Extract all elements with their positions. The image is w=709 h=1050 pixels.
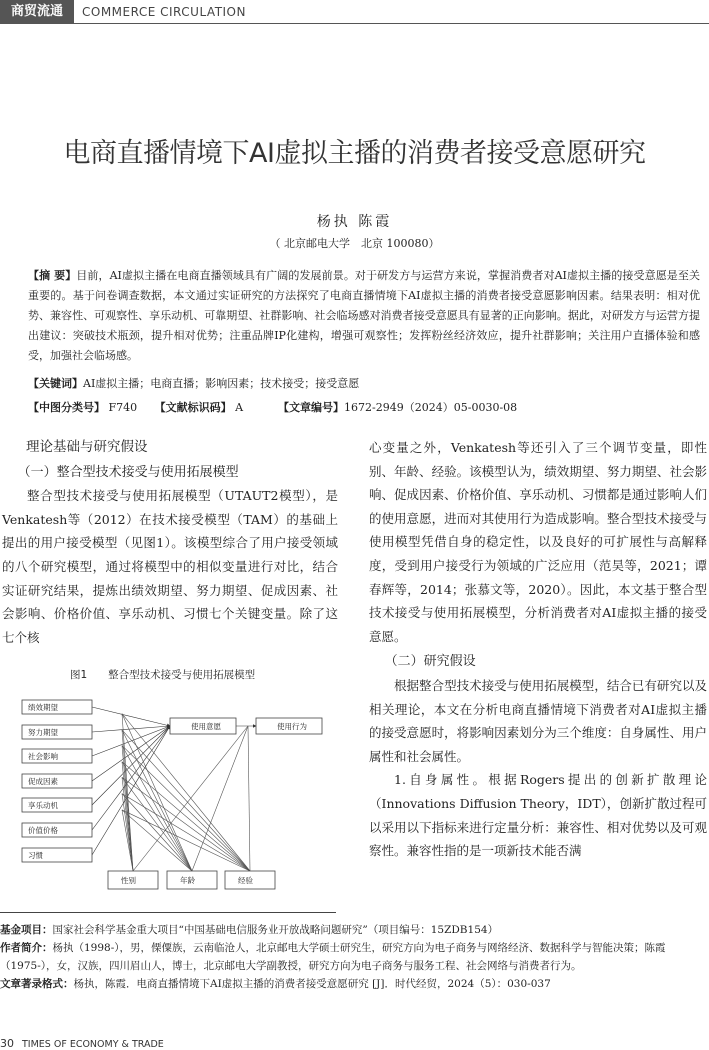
figure-caption: 图1 整合型技术接受与使用拓展模型	[70, 669, 256, 681]
page-header	[0, 0, 709, 24]
citation-label: 文章著录格式：	[0, 978, 74, 990]
paragraph: 根据整合型技术接受与使用拓展模型，结合已有研究以及相关理论，本文在分析电商直播情境下消费者对AI虚拟主播的接受意愿时，将影响因素划分为三个维度：自身属性、用户属性和社会属性。	[369, 677, 707, 764]
path-arrow	[122, 746, 192, 872]
affiliation: （ 北京邮电大学 北京 100080）	[269, 237, 440, 250]
right-column	[369, 436, 707, 863]
svg-text:习惯: 习惯	[28, 851, 43, 860]
path-arrow	[92, 726, 170, 805]
abstract-label: 【摘 要】	[28, 269, 77, 282]
factor-box	[22, 774, 92, 788]
factor-box	[22, 749, 92, 763]
footnotes	[0, 921, 700, 993]
keywords	[28, 374, 700, 394]
footnote-rule	[0, 912, 336, 913]
svg-text:经验: 经验	[238, 876, 253, 885]
keywords-label: 【关键词】	[28, 377, 83, 390]
abstract-text: 目前，AI虚拟主播在电商直播领域具有广阔的发展前景。对于研发方与运营方来说，掌握消费者对AI虚拟主播的接受意愿是至关重要的。基于问卷调查数据，本文通过实证研究的方法探究了电商直播情境下AI虚拟主播的消费者接受意愿影响因素。结果表明：相对优势、兼容性、可观察性、享乐动机、可靠期望、社群影响、社会临场感对消费者接受意愿具有显著的正向影响。据此，对研发方与运营方提出建议：突破技术瓶颈，提升相对优势；注重品牌IP化建构，增强可观察性；发挥粉丝经济效应，提升社群影响；关注用户直播体验和感受，加强社会临场感。	[28, 269, 700, 362]
path-arrow	[122, 730, 192, 871]
utaut2-model-figure	[12, 688, 332, 902]
path-arrow	[122, 746, 250, 872]
citation-text: 杨执，陈霞．电商直播情境下AI虚拟主播的消费者接受意愿研究 [J]．时代经贸，2024（5）：030-037	[73, 978, 551, 990]
svg-text:努力期望: 努力期望	[28, 728, 58, 737]
path-arrow	[248, 726, 250, 871]
svg-text:使用意愿: 使用意愿	[191, 722, 221, 731]
path-arrow	[133, 726, 248, 871]
article-title: 电商直播情境下AI虚拟主播的消费者接受意愿研究	[63, 138, 646, 169]
author-note	[0, 939, 700, 975]
page-footer	[0, 1037, 164, 1050]
abstract	[28, 266, 700, 366]
path-arrow	[122, 730, 250, 871]
doc-label: 【文献标识码】	[154, 401, 232, 414]
paragraph-continued: 心变量之外，Venkatesh等还引入了三个调节变量，即性别、年龄、经验。该模型认为，绩效期望、努力期望、社会影响、促成因素、价格价值、享乐动机、习惯都是通过影响人们的使用意愿，进而对其使用行为造成影响。整合型技术接受与使用模型凭借自身的稳定性，以及良好的可扩展性与高解释度，受到用户接受行为领域的广泛应用（范昊等，2021；谭春辉等，2014；张慕文等，2020）。因此，本文基于整合型技术接受与使用拓展模型，分析消费者对AI虚拟主播的接受意愿。	[369, 440, 707, 644]
moderator-box	[108, 871, 158, 889]
path-arrow	[122, 762, 250, 871]
author-text: 杨执（1998-），男，傈僳族，云南临沧人，北京邮电大学硕士研究生，研究方向为电子商务与网络经济、数据科学与智能决策；陈霞（1975-），女，汉族，四川眉山人，博士，北京邮电大学副教授，研究方向为电子商务与服务工程、社会网络与消费者行为。	[0, 942, 666, 972]
doc-value: A	[235, 401, 244, 414]
left-column	[2, 436, 338, 649]
clc-value: F740	[108, 401, 138, 414]
factor-box	[22, 823, 92, 837]
section-label-en: COMMERCE CIRCULATION	[82, 5, 246, 19]
path-arrow	[92, 726, 170, 756]
header-rule	[74, 23, 709, 24]
fund-text: 国家社会科学基金重大项目“中国基础电信服务业开放战略问题研究”（项目编号：15ZDB154）	[52, 924, 499, 936]
svg-text:价值价格: 价值价格	[28, 826, 58, 835]
fund-note	[0, 921, 700, 939]
intention-box	[170, 718, 236, 734]
section-label: 商贸流通	[0, 0, 74, 24]
svg-text:绩效期望: 绩效期望	[28, 703, 58, 712]
citation-note	[0, 975, 700, 993]
section-heading: 理论基础与研究假设	[26, 439, 148, 455]
path-arrow	[122, 794, 192, 871]
svg-text:年龄: 年龄	[180, 876, 195, 885]
factor-box	[22, 798, 92, 812]
authors: 杨执 陈霞	[316, 214, 393, 230]
factor-box	[22, 848, 92, 862]
page-number: 30	[0, 1037, 14, 1050]
path-arrow	[122, 762, 192, 871]
article-no-label: 【文章编号】	[278, 401, 345, 414]
path-arrow	[122, 714, 250, 871]
journal-name: TIMES OF ECONOMY & TRADE	[22, 1039, 164, 1050]
svg-text:使用行为: 使用行为	[277, 722, 307, 731]
path-arrow	[92, 707, 170, 726]
path-arrow	[92, 726, 170, 855]
path-arrow	[92, 726, 170, 732]
path-arrow	[122, 714, 192, 871]
keywords-text: AI虚拟主播；电商直播；影响因素；技术接受；接受意愿	[83, 377, 360, 390]
subsection-heading: （一）整合型技术接受与使用拓展模型	[17, 464, 239, 480]
moderator-box	[167, 871, 217, 889]
svg-text:享乐动机: 享乐动机	[28, 801, 58, 810]
paragraph: 整合型技术接受与使用拓展模型（UTAUT2模型），是Venkatesh等（2012）在技术接受模型（TAM）的基础上提出的用户接受模型（见图1）。该模型综合了用户接受领域的八个研究模型，通过将模型中的相似变量进行对比，结合实证研究结果，提炼出绩效期望、努力期望、促成因素、社会影响、价格价值、享乐动机、习惯七个关键变量。除了这七个核	[2, 488, 338, 645]
svg-text:性别: 性别	[121, 876, 136, 885]
svg-text:社会影响: 社会影响	[28, 752, 58, 761]
paragraph: 1.自身属性。根据Rogers提出的创新扩散理论（Innovations Diffusion Theory，IDT），创新扩散过程可以采用以下指标来进行定量分析：兼容性、相对优势以及可观察性。兼容性指的是一项新技术能否满	[369, 772, 707, 859]
factor-box	[22, 725, 92, 739]
behavior-box	[256, 718, 322, 734]
subsection-heading: （二）研究假设	[384, 654, 476, 670]
moderator-box	[225, 871, 275, 889]
author-label: 作者简介：	[0, 942, 53, 954]
fund-label: 基金项目：	[0, 924, 53, 936]
clc-label: 【中图分类号】	[28, 401, 105, 414]
factor-box	[22, 700, 92, 714]
svg-text:促成因素: 促成因素	[28, 777, 58, 786]
classification	[28, 398, 700, 418]
article-no-value: 1672-2949（2024）05-0030-08	[344, 401, 518, 414]
